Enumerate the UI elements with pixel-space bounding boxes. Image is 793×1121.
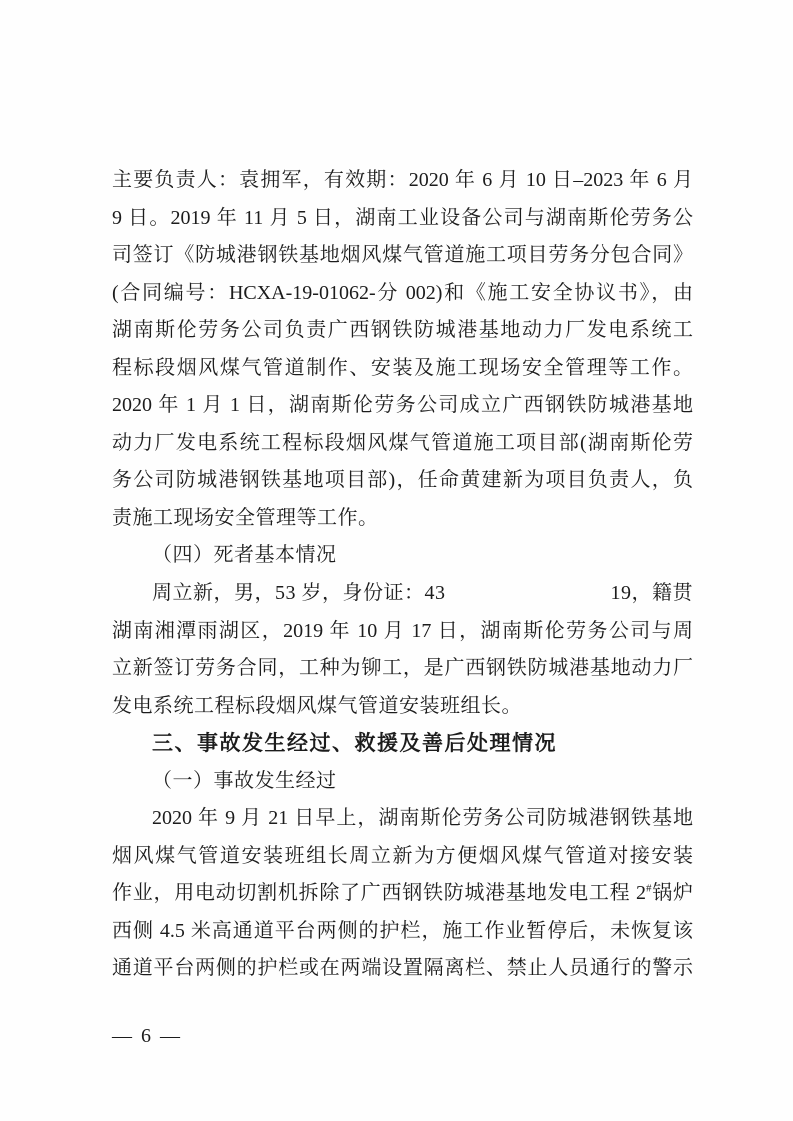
deceased-id-left: 周立新，男，53 岁，身份证：43: [152, 582, 446, 605]
subsection-heading-deceased-info: （四）死者基本情况: [152, 544, 337, 567]
body-line: 务公司防城港钢铁基地项目部)，任命黄建新为项目负责人，负: [112, 469, 693, 492]
body-line: 程标段烟风煤气管道制作、安装及施工现场安全管理等工作。: [112, 356, 693, 379]
body-line: 湖南湘潭雨湖区，2019 年 10 月 17 日，湖南斯伦劳务公司与周: [112, 619, 693, 642]
boiler-line-pre: 作业，用电动切割机拆除了广西钢铁防城港基地发电工程 2: [112, 882, 647, 905]
section-heading-accident-course: 三、事故发生经过、救援及善后处理情况: [152, 732, 557, 756]
body-line: 立新签订劳务合同，工种为铆工，是广西钢铁防城港基地动力厂: [112, 657, 693, 680]
body-line: 西侧 4.5 米高通道平台两侧的护栏，施工作业暂停后，未恢复该: [112, 919, 693, 942]
boiler-line-post: 锅炉: [651, 882, 694, 905]
body-line: (合同编号：HCXA-19-01062-分 002)和《施工安全协议书》，由: [112, 281, 693, 304]
document-body: [112, 162, 693, 988]
body-line: 主要负责人：袁拥军，有效期：2020 年 6 月 10 日–2023 年 6 月: [112, 169, 693, 191]
body-line: 2020 年 9 月 21 日早上，湖南斯伦劳务公司防城港钢铁基地: [152, 807, 693, 830]
page-number: — 6 —: [112, 1025, 182, 1047]
body-line: 动力厂发电系统工程标段烟风煤气管道施工项目部(湖南斯伦劳: [112, 431, 693, 454]
body-line: 9 日。2019 年 11 月 5 日，湖南工业设备公司与湖南斯伦劳务公: [112, 206, 693, 229]
boiler-number-superscript: #: [646, 882, 652, 895]
body-line: 烟风煤气管道安装班组长周立新为方便烟风煤气管道对接安装: [112, 844, 693, 867]
body-line: 湖南斯伦劳务公司负责广西钢铁防城港基地动力厂发电系统工: [112, 319, 693, 342]
subsection-heading-accident-course: （一）事故发生经过: [152, 769, 337, 792]
body-line: 通道平台两侧的护栏或在两端设置隔离栏、禁止人员通行的警示: [112, 957, 693, 980]
deceased-id-right: 19，籍贯: [610, 582, 693, 605]
body-line: 2020 年 1 月 1 日，湖南斯伦劳务公司成立广西钢铁防城港基地: [112, 394, 693, 417]
paragraph-end-line: 责施工现场安全管理等工作。: [112, 506, 379, 529]
paragraph-end-line: 发电系统工程标段烟风煤气管道安装班组长。: [112, 694, 522, 717]
deceased-id-line: [112, 575, 693, 613]
body-line: 司签订《防城港钢铁基地烟风煤气管道施工项目劳务分包合同》: [112, 244, 693, 267]
body-line-boiler: [112, 875, 693, 913]
